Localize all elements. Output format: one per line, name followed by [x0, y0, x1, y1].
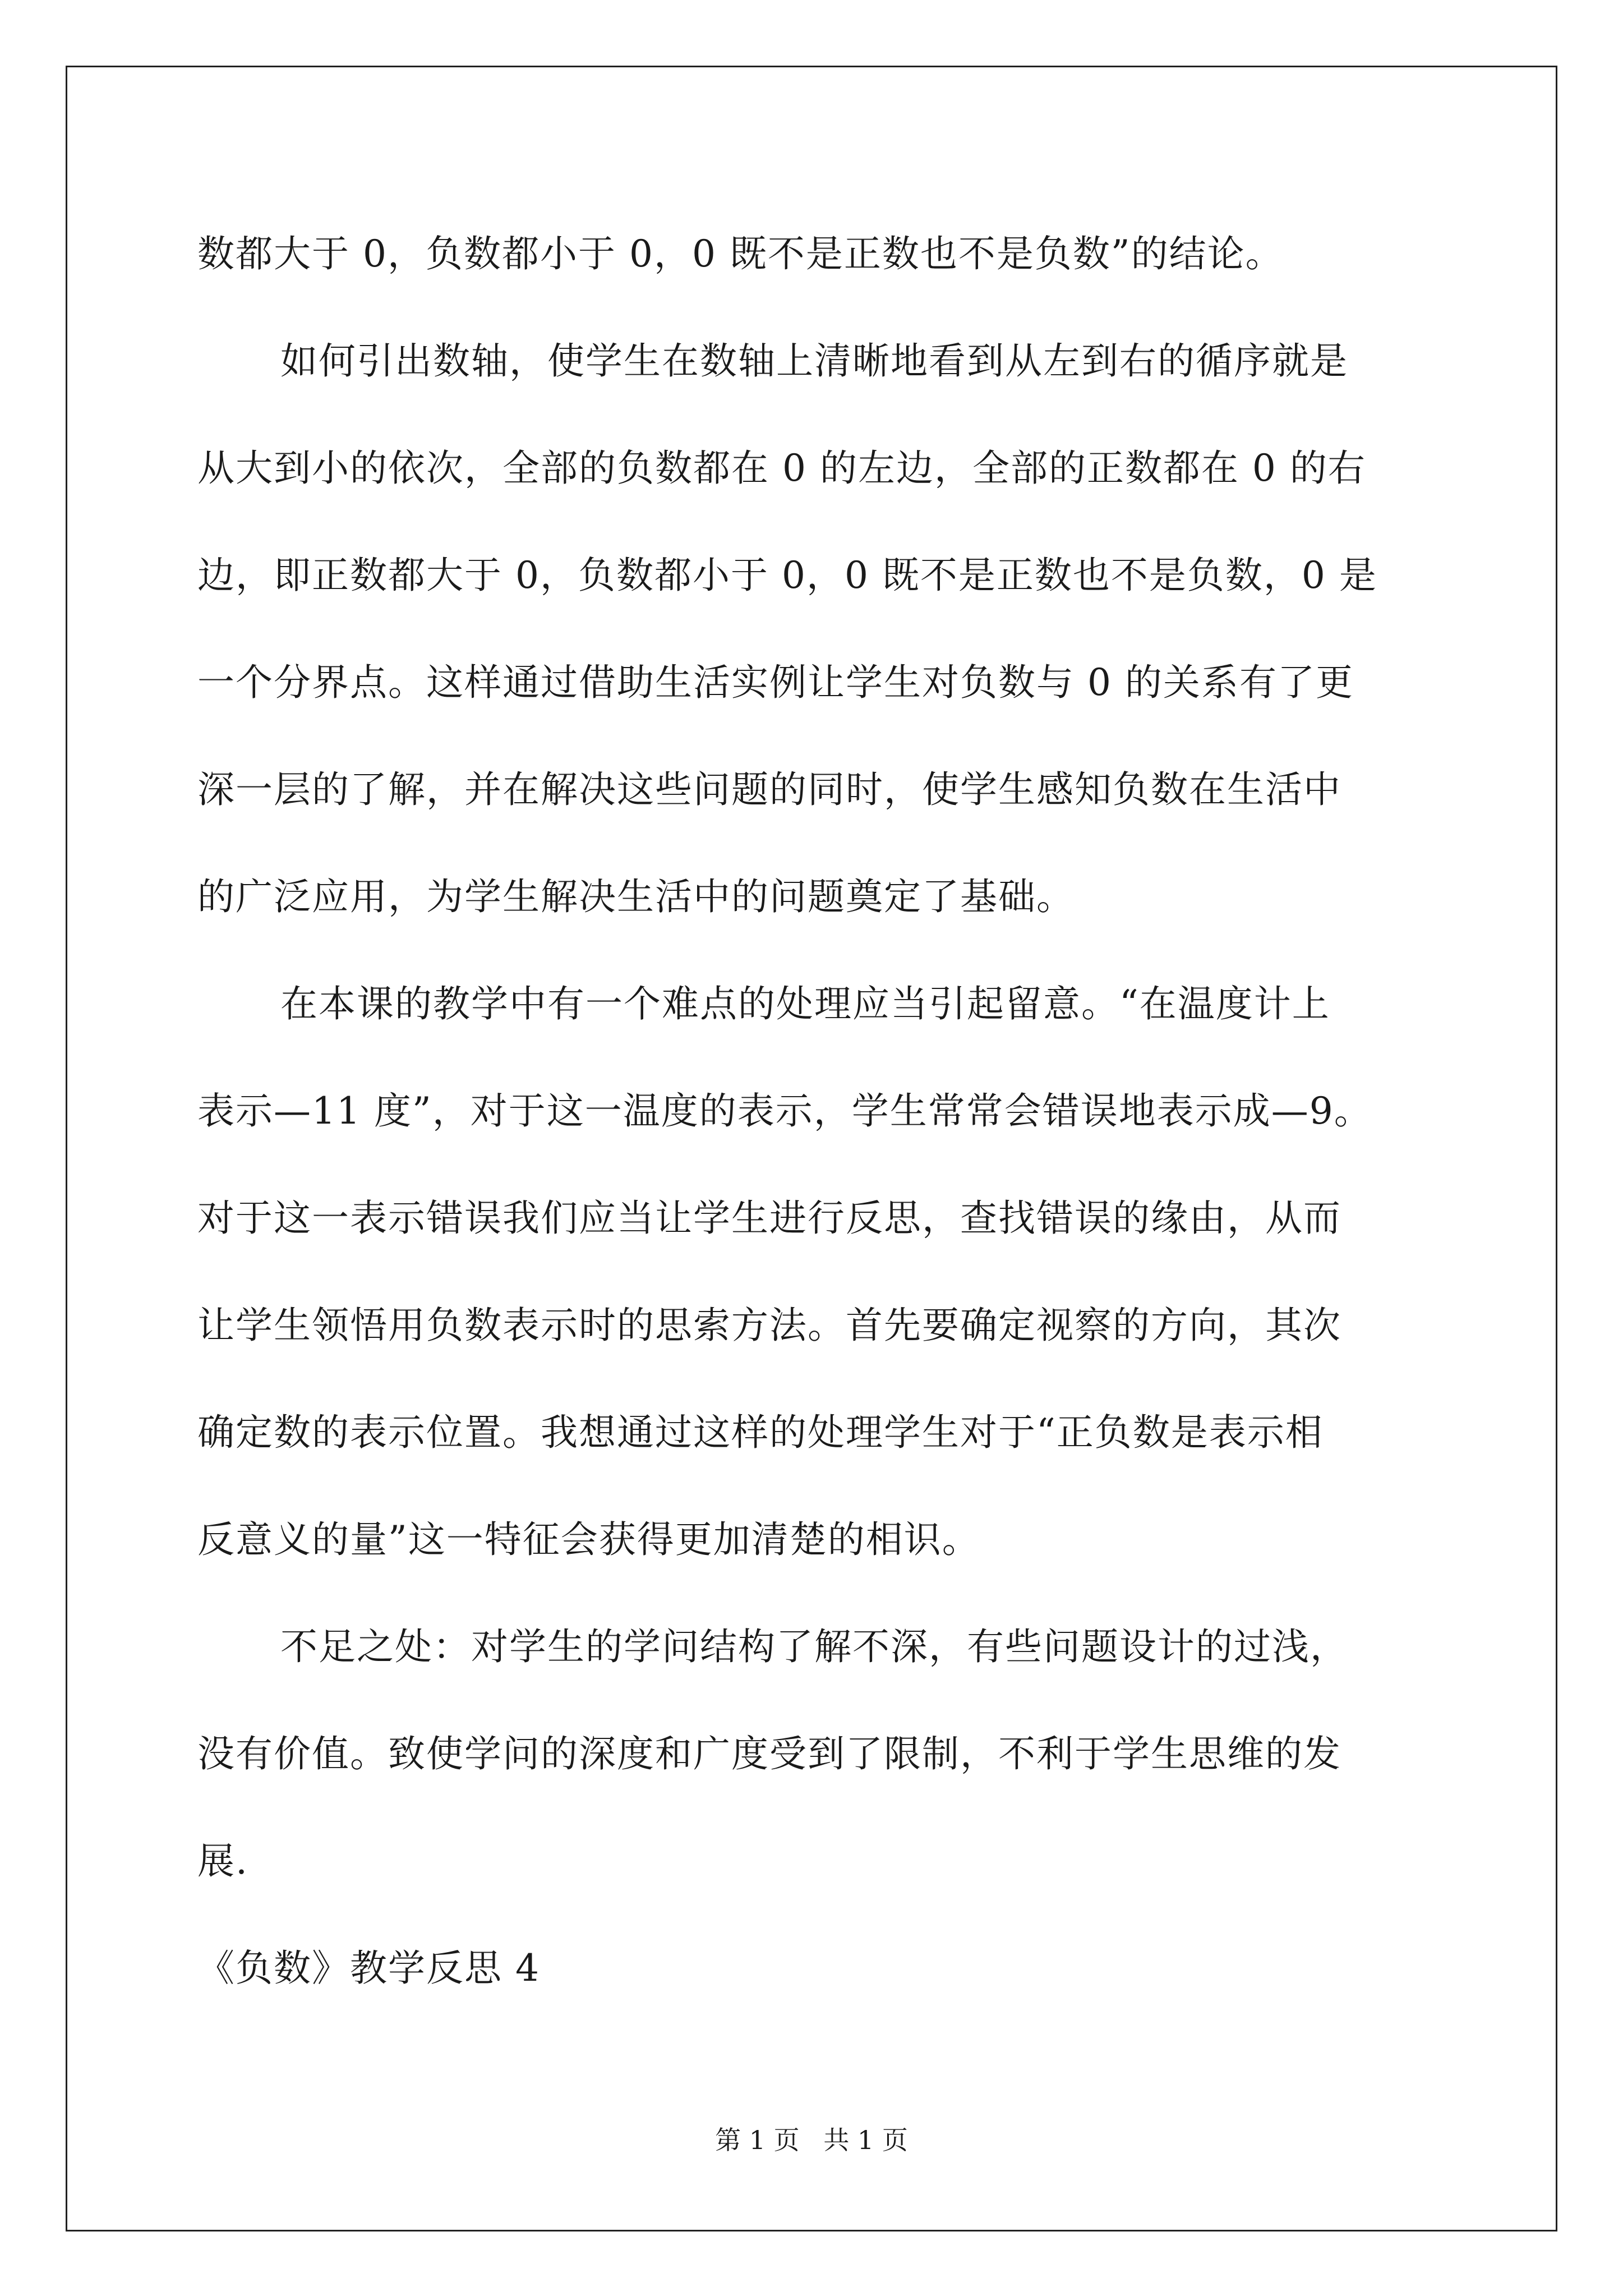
text-line: 让学生领悟用负数表示时的思索方法。首先要确定视察的方向，其次: [197, 1304, 1341, 1347]
text-line: 对于这一表示错误我们应当让学生进行反思，查找错误的缘由，从而: [197, 1197, 1341, 1240]
text-line: 展.: [197, 1839, 248, 1883]
text-line: 从大到小的依次，全部的负数都在 0 的左边，全部的正数都在 0 的右: [197, 447, 1366, 490]
text-line: 在本课的教学中有一个难点的处理应当引起留意。“在温度计上: [280, 982, 1330, 1025]
text-line: 确定数的表示位置。我想通过这样的处理学生对于“正负数是表示相: [197, 1411, 1324, 1454]
text-line: 的广泛应用，为学生解决生活中的问题奠定了基础。: [197, 875, 1075, 918]
text-line: 没有价值。致使学问的深度和广度受到了限制，不利于学生思维的发: [197, 1732, 1341, 1775]
text-line: 如何引出数轴，使学生在数轴上清晰地看到从左到右的循序就是: [280, 339, 1348, 383]
text-line: 数都大于 0，负数都小于 0，0 既不是正数也不是负数”的结论。: [197, 232, 1284, 275]
text-line: 深一层的了解，并在解决这些问题的同时，使学生感知负数在生活中: [197, 768, 1341, 811]
text-line: 边，即正数都大于 0，负数都小于 0，0 既不是正数也不是负数，0 是: [197, 554, 1377, 597]
text-line: 不足之处：对学生的学问结构了解不深，有些问题设计的过浅，: [280, 1625, 1348, 1668]
text-line: 反意义的量”这一特征会获得更加清楚的相识。: [197, 1518, 980, 1561]
page-total: 共 1 页: [823, 2125, 908, 2155]
page-border: [66, 66, 1557, 2231]
text-line: 表示—11 度”，对于这一温度的表示，学生常常会错误地表示成—9。: [197, 1089, 1372, 1133]
page-footer: [0, 2123, 1623, 2157]
section-heading: 《负数》教学反思 4: [197, 1947, 540, 1990]
page-number: 第 1 页: [715, 2125, 800, 2155]
text-line: 一个分界点。这样通过借助生活实例让学生对负数与 0 的关系有了更: [197, 661, 1354, 704]
